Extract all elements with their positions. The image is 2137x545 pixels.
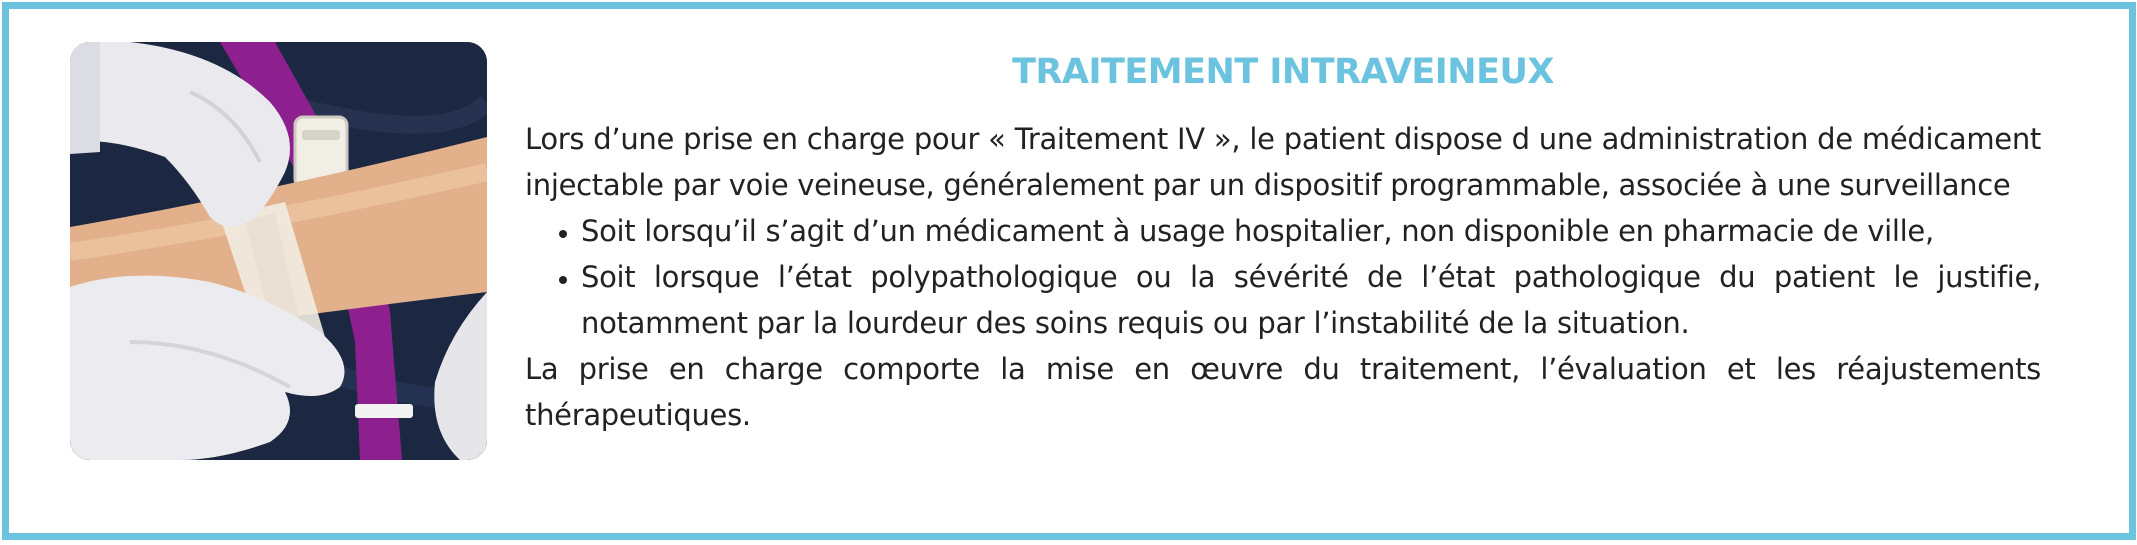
list-item: • Soit lorsqu’il s’agit d’un médicament à usage hospitalier, non disponible en pharmacie de ville,	[581, 208, 2041, 254]
card-content	[525, 44, 2041, 438]
iv-treatment-photo	[70, 42, 487, 460]
card-body	[525, 116, 2041, 438]
conclusion-paragraph: La prise en charge comporte la mise en œuvre du traitement, l’évaluation et les réajustements thérapeutiques.	[525, 352, 2041, 432]
intro-paragraph: Lors d’une prise en charge pour « Traitement IV », le patient dispose d une administration de médicament injectable par voie veineuse, généralement par un dispositif programmable, associée à une surveillance	[525, 122, 2041, 202]
conditions-list	[525, 208, 2041, 346]
list-item: • Soit lorsque l’état polypathologique ou la sévérité de l’état pathologique du patient le justifie, notamment par la lourdeur des soins requis ou par l’instabilité de la situation.	[581, 254, 2041, 346]
info-card	[2, 2, 2136, 540]
card-title: TRAITEMENT INTRAVEINEUX	[1012, 52, 1554, 92]
